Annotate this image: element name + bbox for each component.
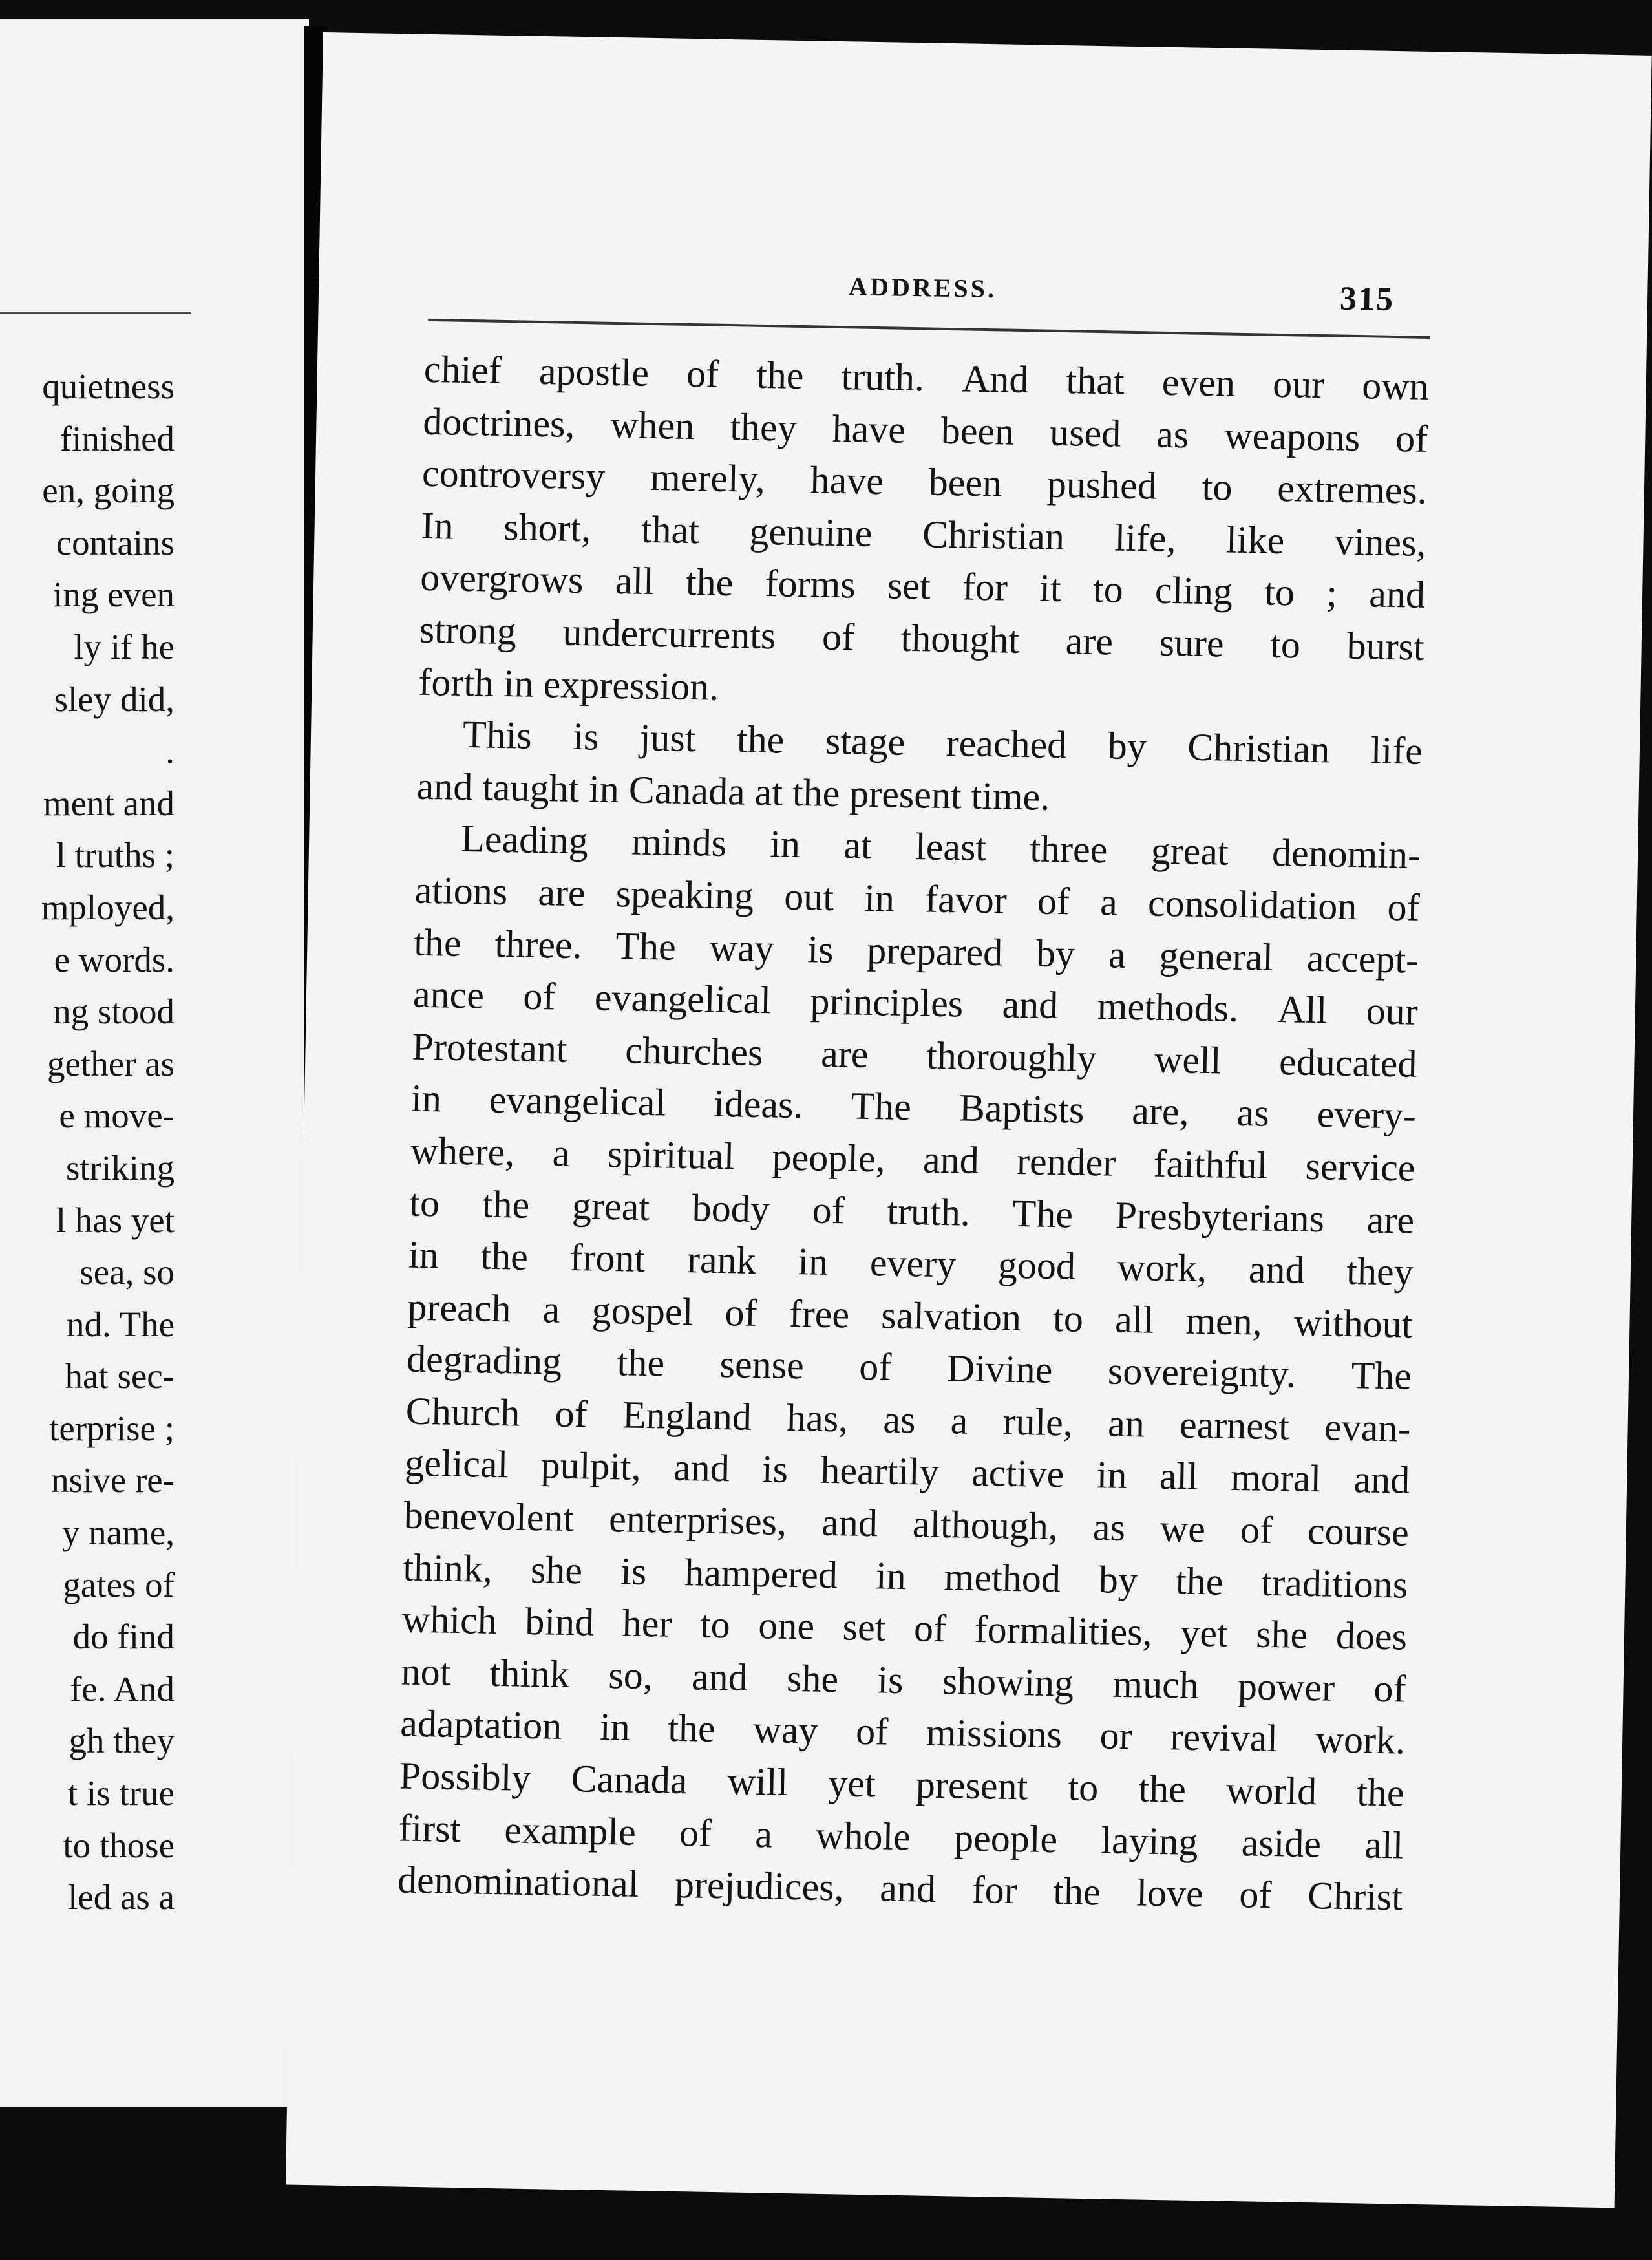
left-page [0, 19, 309, 2107]
left-text-line: e words. [54, 939, 175, 979]
left-text-line: ly if he [74, 626, 175, 666]
page-number: 315 [1339, 280, 1395, 318]
left-page-rule [0, 312, 191, 314]
left-text-line: l has yet [56, 1200, 175, 1240]
left-text-line: to those [63, 1825, 175, 1865]
left-text-line: gates of [63, 1564, 175, 1604]
left-text-line: sley did, [54, 679, 175, 719]
text-line: In short, that genuine Christian life, like vines, [421, 504, 1427, 564]
left-text-line: t is true [68, 1773, 175, 1813]
left-page-text [0, 361, 175, 1924]
left-text-line: mployed, [41, 887, 175, 927]
text-line: ations are speaking out in favor of a consolidation of [414, 868, 1421, 929]
left-text-line: contains [56, 522, 175, 562]
left-text-line: en, going [42, 471, 175, 511]
text-line: overgrows all the forms set for it to cling to ; and [419, 556, 1426, 617]
right-page [286, 32, 1652, 2208]
left-text-line: nsive re- [51, 1460, 175, 1500]
left-text-line: gh they [69, 1721, 175, 1761]
text-line: denominational prejudices, and for the love of Christ [397, 1858, 1403, 1919]
left-text-line: led as a [68, 1877, 175, 1917]
text-line: the three. The way is prepared by a general accept- [413, 921, 1419, 981]
text-line: in the front rank in every good work, and they [408, 1233, 1414, 1294]
text-line: adaptation in the way of missions or revival work. [399, 1701, 1406, 1763]
left-text-line: hat sec- [65, 1356, 175, 1396]
left-text-line: fe. And [70, 1668, 175, 1709]
text-line: Possibly Canada will yet present to the world the [399, 1754, 1405, 1815]
left-text-line: gether as [47, 1043, 175, 1083]
left-text-line: do find [72, 1617, 175, 1657]
body-text [397, 343, 1429, 1924]
left-text-line: . [165, 731, 175, 771]
left-text-line: nd. The [66, 1304, 175, 1344]
left-text-line: striking [65, 1147, 175, 1188]
text-line: which bind her to one set of formalities, yet she does [401, 1597, 1408, 1658]
text-line: chief apostle of the truth. And that even our own [423, 347, 1430, 408]
left-text-line: l truths ; [56, 835, 175, 875]
left-text-line: e move- [59, 1096, 175, 1136]
text-line: forth in expression. [418, 660, 719, 709]
left-text-line: finished [59, 418, 175, 458]
text-line: doctrines, when they have been used as weapons of [422, 400, 1428, 460]
text-line: to the great body of truth. The Presbyterians are [408, 1181, 1415, 1242]
text-line: This is just the stage reached by Christian life [462, 713, 1423, 773]
text-line: ance of evangelical principles and methods. All our [412, 972, 1419, 1033]
text-line: first example of a whole people laying aside all [397, 1806, 1404, 1867]
left-text-line: ment and [43, 783, 175, 823]
text-line: Leading minds in at least three great denomin- [460, 817, 1421, 877]
text-line: think, she is hampered in method by the traditions [403, 1546, 1408, 1606]
running-head: ADDRESS. [848, 272, 997, 304]
left-text-line: ing even [53, 575, 175, 615]
header-rule [428, 319, 1430, 339]
text-line: Protestant churches are thoroughly well educated [412, 1025, 1417, 1085]
text-line: preach a gospel of free salvation to all men, without [407, 1285, 1413, 1346]
text-line: where, a spiritual people, and render faithful service [410, 1129, 1416, 1189]
text-line: in evangelical ideas. The Baptists are, as every- [410, 1076, 1417, 1138]
text-line: strong undercurrents of thought are sure to burst [419, 608, 1425, 668]
left-text-line: sea, so [79, 1252, 175, 1292]
text-line: Church of England has, as a rule, an earnest evan- [405, 1389, 1412, 1450]
text-line: degrading the sense of Divine sovereignty. The [406, 1337, 1412, 1398]
left-text-line: quietness [42, 367, 175, 406]
left-text-line: y name, [61, 1513, 175, 1553]
text-line: controversy merely, have been pushed to extremes. [421, 451, 1428, 513]
text-line: not think so, and she is showing much power of [401, 1650, 1406, 1711]
text-line: and taught in Canada at the present time. [416, 764, 1050, 818]
text-line: benevolent enterprises, and although, as we of course [403, 1493, 1410, 1554]
left-text-line: ng stood [53, 992, 175, 1032]
left-text-line: terprise ; [49, 1408, 175, 1448]
text-line: gelical pulpit, and is heartily active in all moral and [404, 1442, 1410, 1502]
